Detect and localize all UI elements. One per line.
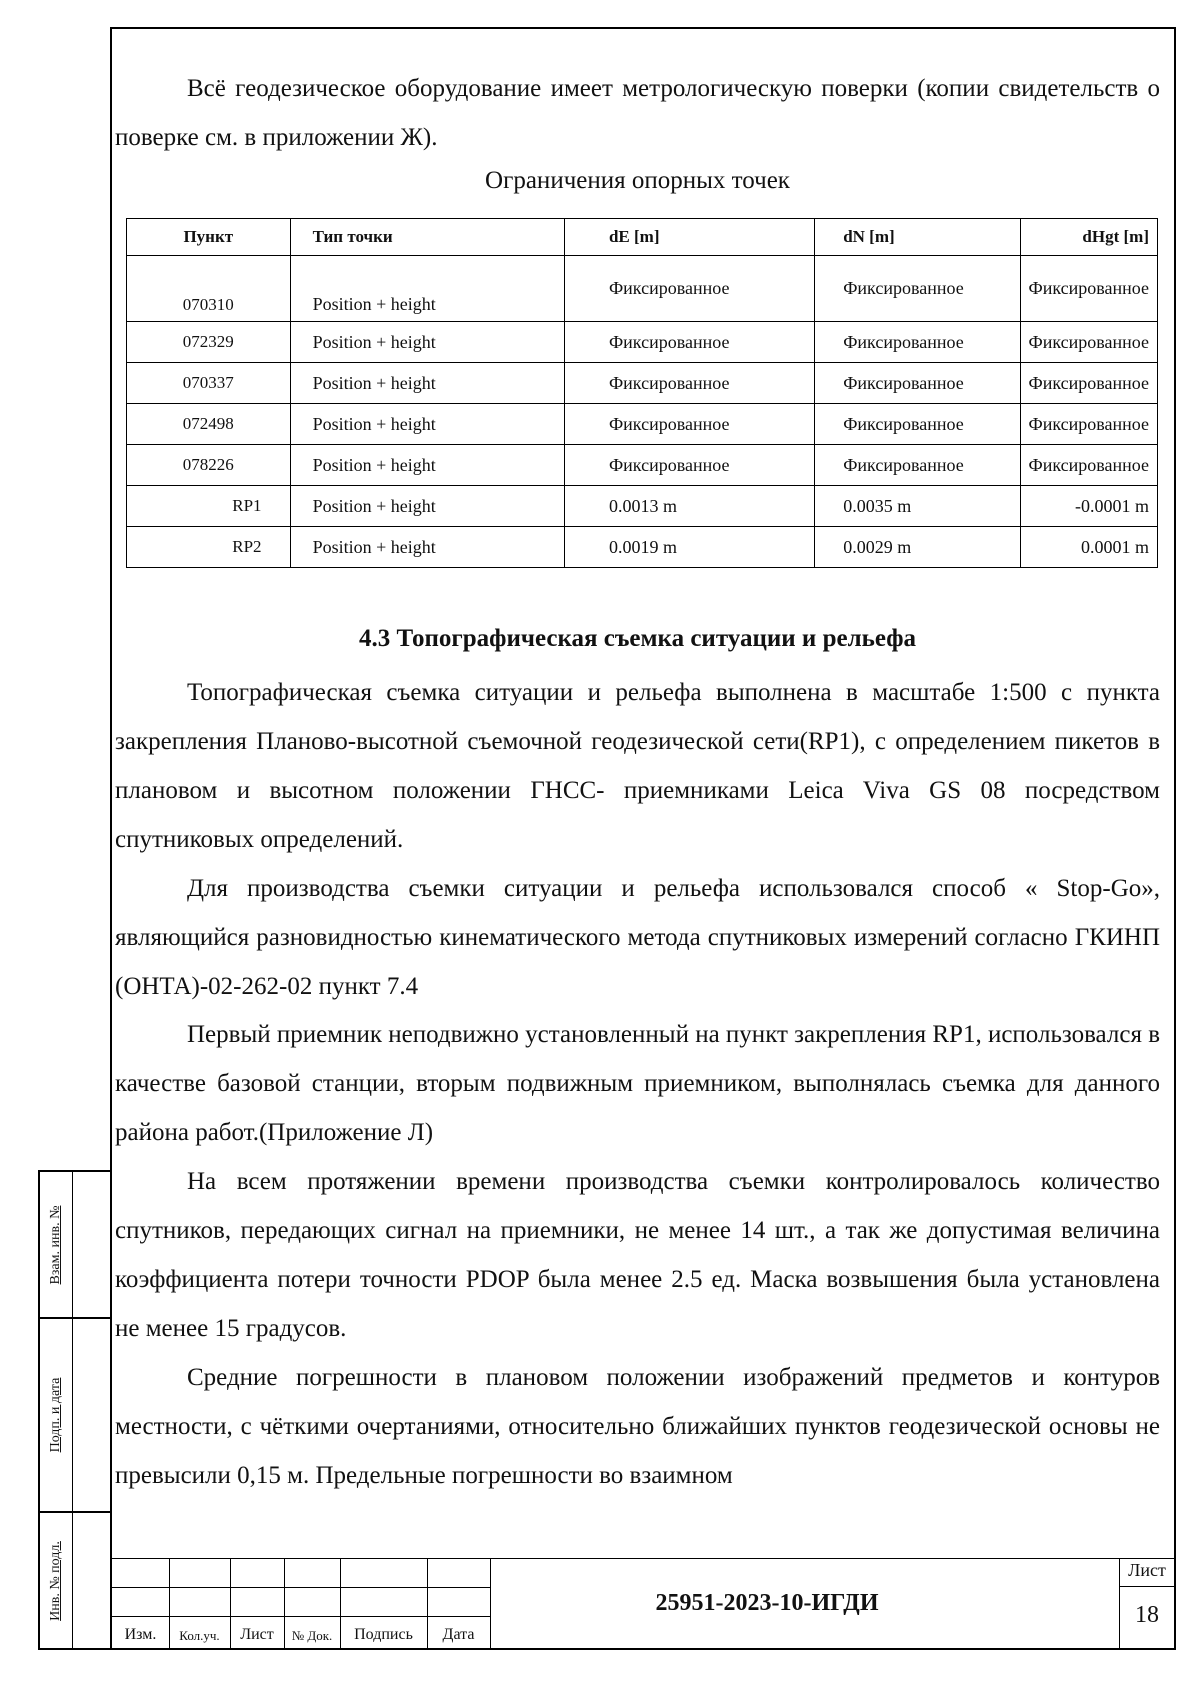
paragraph-equipment: Всё геодезическое оборудование имеет метрологическую поверки (копии свидетельств о поверке см. в приложении Ж).: [115, 75, 1160, 151]
cell-type: Position + height: [290, 363, 564, 404]
title-label-data: Дата: [442, 1626, 475, 1643]
cell-point: 078226: [127, 445, 291, 486]
side-stamp-podp-label: Подп. и дата: [48, 1377, 63, 1453]
table-row: [127, 404, 1158, 445]
header-dhgt: dHgt [m]: [1020, 219, 1158, 256]
cell-type: Position + height: [290, 527, 564, 568]
cell-dn: Фиксированное: [815, 322, 1020, 363]
side-stamp-vzam: [38, 1170, 110, 1319]
cell-de: Фиксированное: [564, 256, 814, 322]
table-row: [127, 256, 1158, 322]
cell-point: RP2: [127, 527, 291, 568]
cell-type: Position + height: [290, 404, 564, 445]
title-label-izm: Изм.: [124, 1626, 157, 1643]
paragraph-method: Для производства съемки ситуации и рельефа использовался способ « Stop-Go», являющийся разновидностью кинематического метода спутниковых измерений согласно ГКИНП (ОНТА)-02-262-02 пункт 7.4: [115, 875, 1160, 1000]
cell-de: Фиксированное: [564, 404, 814, 445]
cell-point: RP1: [127, 486, 291, 527]
cell-dhgt: Фиксированное: [1020, 363, 1158, 404]
title-label-kol: Кол.уч.: [179, 1628, 220, 1643]
cell-dn: Фиксированное: [815, 256, 1020, 322]
cell-de: Фиксированное: [564, 445, 814, 486]
control-points-table: [126, 218, 1158, 568]
side-stamp-inv: [38, 1511, 110, 1650]
table-row: [127, 527, 1158, 568]
header-de: dE [m]: [564, 219, 814, 256]
table-row: [127, 486, 1158, 527]
cell-dhgt: 0.0001 m: [1020, 527, 1158, 568]
section-heading: 4.3 Топографическая съемка ситуации и рельефа: [358, 625, 917, 652]
table-row: [127, 322, 1158, 363]
cell-dhgt: -0.0001 m: [1020, 486, 1158, 527]
document-number: [492, 1590, 1042, 1617]
document-number-text: 25951-2023-10-ИГДИ: [655, 1590, 879, 1616]
cell-dhgt: Фиксированное: [1020, 322, 1158, 363]
cell-type: Position + height: [290, 486, 564, 527]
cell-type: Position + height: [290, 322, 564, 363]
side-stamp-vzam-label: Взам. инв. №: [48, 1205, 63, 1284]
paragraph-survey: Топографическая съемка ситуации и рельефа выполнена в масштабе 1:500 с пункта закрепления Планово-высотной съемочной геодезической сети(RP1), с определением пикетов в плановом и высотном положении ГНСС- приемниками Leica Viva GS 08 посредством спутниковых определений.: [115, 679, 1160, 853]
header-point: Пункт: [127, 219, 291, 256]
side-stamp-inv-label: Инв. № подл.: [48, 1540, 63, 1621]
paragraph-receiver: Первый приемник неподвижно установленный на пункт закрепления RP1, использовался в качестве базовой станции, вторым подвижным приемником, выполнялась съемка для данного района работ.(Приложение Л): [115, 1021, 1160, 1146]
cell-point: 072329: [127, 322, 291, 363]
sheet-label: Лист: [1128, 1560, 1166, 1580]
title-label-doc: № Док.: [291, 1628, 333, 1643]
table-row: [127, 445, 1158, 486]
header-dn: dN [m]: [815, 219, 1020, 256]
sheet-number: 18: [1135, 1602, 1159, 1628]
header-type: Тип точки: [290, 219, 564, 256]
paragraph-satellites: На всем протяжении времени производства съемки контролировалось количество спутников, передающих сигнал на приемники, не менее 14 шт., а так же допустимая величина коэффициента потери точности PDOP была менее 2.5 ед. Маска возвышения была установлена не менее 15 градусов.: [115, 1168, 1160, 1342]
cell-de: 0.0019 m: [564, 527, 814, 568]
sheet-box: [1119, 1558, 1174, 1648]
cell-dhgt: Фиксированное: [1020, 404, 1158, 445]
cell-de: 0.0013 m: [564, 486, 814, 527]
title-block: [112, 1558, 1174, 1648]
title-label-list: Лист: [240, 1626, 274, 1643]
cell-point: 072498: [127, 404, 291, 445]
cell-dn: Фиксированное: [815, 404, 1020, 445]
cell-type: Position + height: [290, 445, 564, 486]
cell-point: 070337: [127, 363, 291, 404]
cell-type: Position + height: [290, 256, 564, 322]
cell-de: Фиксированное: [564, 363, 814, 404]
cell-dhgt: Фиксированное: [1020, 445, 1158, 486]
cell-point: 070310: [127, 256, 291, 322]
cell-dhgt: Фиксированное: [1020, 256, 1158, 322]
table-row: [127, 363, 1158, 404]
table-caption: Ограничения опорных точек: [485, 167, 790, 194]
cell-dn: Фиксированное: [815, 445, 1020, 486]
table-header-row: [127, 219, 1158, 256]
paragraph-errors: Средние погрешности в плановом положении изображений предметов и контуров местности, с чёткими очертаниями, относительно ближайших пунктов геодезической основы не превысили 0,15 м. Предельные погрешности во взаимном: [115, 1364, 1160, 1489]
cell-de: Фиксированное: [564, 322, 814, 363]
side-stamp-podp: [38, 1317, 110, 1513]
cell-dn: 0.0029 m: [815, 527, 1020, 568]
cell-dn: Фиксированное: [815, 363, 1020, 404]
cell-dn: 0.0035 m: [815, 486, 1020, 527]
title-label-podpis: Подпись: [354, 1626, 413, 1643]
